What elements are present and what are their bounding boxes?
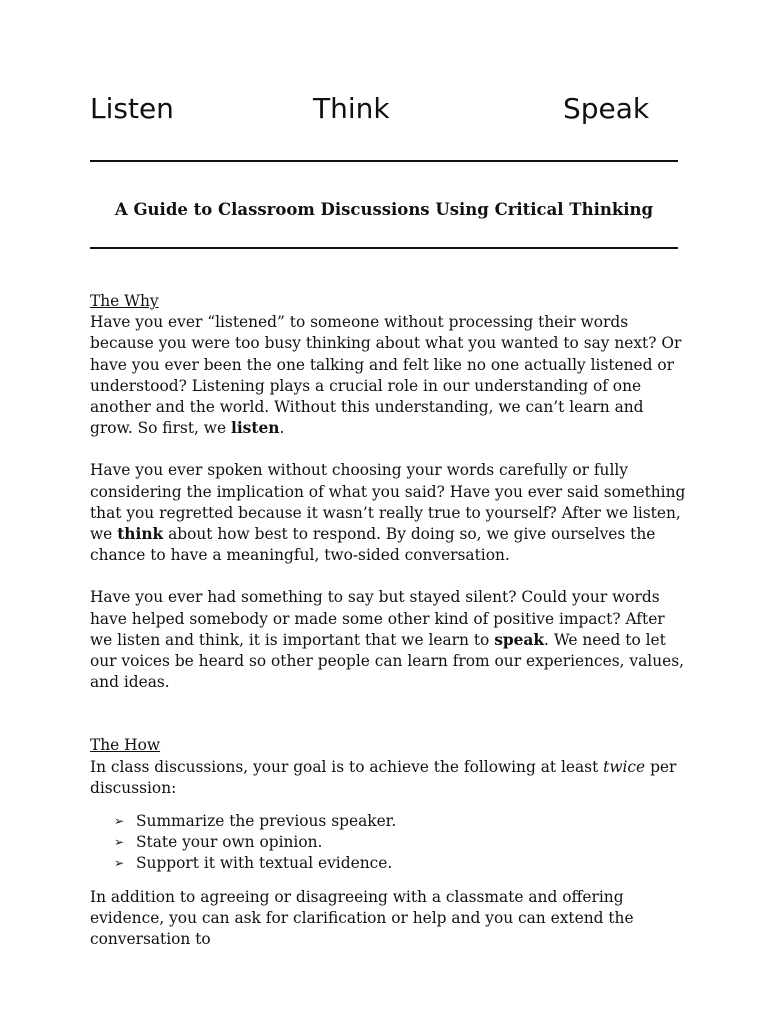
how-intro-text: In class discussions, your goal is to achieve the following at least (90, 757, 604, 776)
page-subtitle: A Guide to Classroom Discussions Using Critical Thinking (114, 200, 654, 219)
subtitle-divider (90, 247, 678, 249)
list-item-text: State your own opinion. (136, 833, 323, 852)
arrow-bullet-icon: ➢ (114, 856, 125, 871)
arrow-bullet-icon: ➢ (114, 814, 125, 829)
header-word-listen: Listen (90, 92, 174, 125)
goals-list (90, 811, 686, 875)
section-heading-how: The How (90, 736, 161, 755)
why-paragraph-2 (90, 460, 686, 566)
list-item-text: Support it with textual evidence. (136, 854, 393, 873)
list-item-text: Summarize the previous speaker. (136, 812, 397, 831)
keyword-think: think (117, 525, 164, 544)
list-item (114, 832, 686, 853)
header-word-speak: Speak (563, 92, 650, 125)
how-closing-paragraph: In addition to agreeing or disagreeing with a classmate and offering evidence, you can ask for clarification or help and you can extend the conversation to (90, 887, 634, 949)
why-paragraph-1 (90, 312, 686, 439)
keyword-speak: speak (494, 630, 545, 649)
arrow-bullet-icon: ➢ (114, 835, 125, 850)
document-body (90, 291, 686, 950)
list-item (114, 811, 686, 832)
list-item (114, 853, 686, 874)
why-paragraph-1-text: Have you ever “listened” to someone without processing their words because you were too busy thinking about what you wanted to say next? Or have you ever been the one talking and felt like no one actually listened or understood? Listening plays a crucial role in our understanding of one another and the world. Without this understanding, we can’t learn and grow. So first, we (90, 313, 682, 438)
header-word-think: Think (313, 92, 390, 125)
top-divider (90, 160, 678, 162)
keyword-listen: listen (230, 419, 280, 438)
how-intro (90, 757, 686, 799)
how-intro-end: per discussion: (90, 757, 677, 797)
why-paragraph-3-text: Have you ever had something to say but stayed silent? Could your words have helped somebody or made some other kind of positive impact? After we listen and think, it is important that we learn to (90, 588, 665, 649)
why-paragraph-2-text: Have you ever spoken without choosing your words carefully or fully considering the implication of what you said? Have you ever said something that you regretted because it wasn’t really true to yourself? After we listen, we (90, 461, 686, 544)
why-paragraph-2-end: about how best to respond. By doing so, we give ourselves the chance to have a meaningful, two-sided conversation. (90, 525, 656, 565)
why-paragraph-3-end: . We need to let our voices be heard so other people can learn from our experiences, values, and ideas. (90, 630, 685, 692)
emphasis-twice: twice (603, 757, 646, 776)
why-paragraph-1-end: . (279, 419, 285, 438)
why-paragraph-3 (90, 587, 686, 693)
section-heading-why: The Why (90, 292, 159, 310)
